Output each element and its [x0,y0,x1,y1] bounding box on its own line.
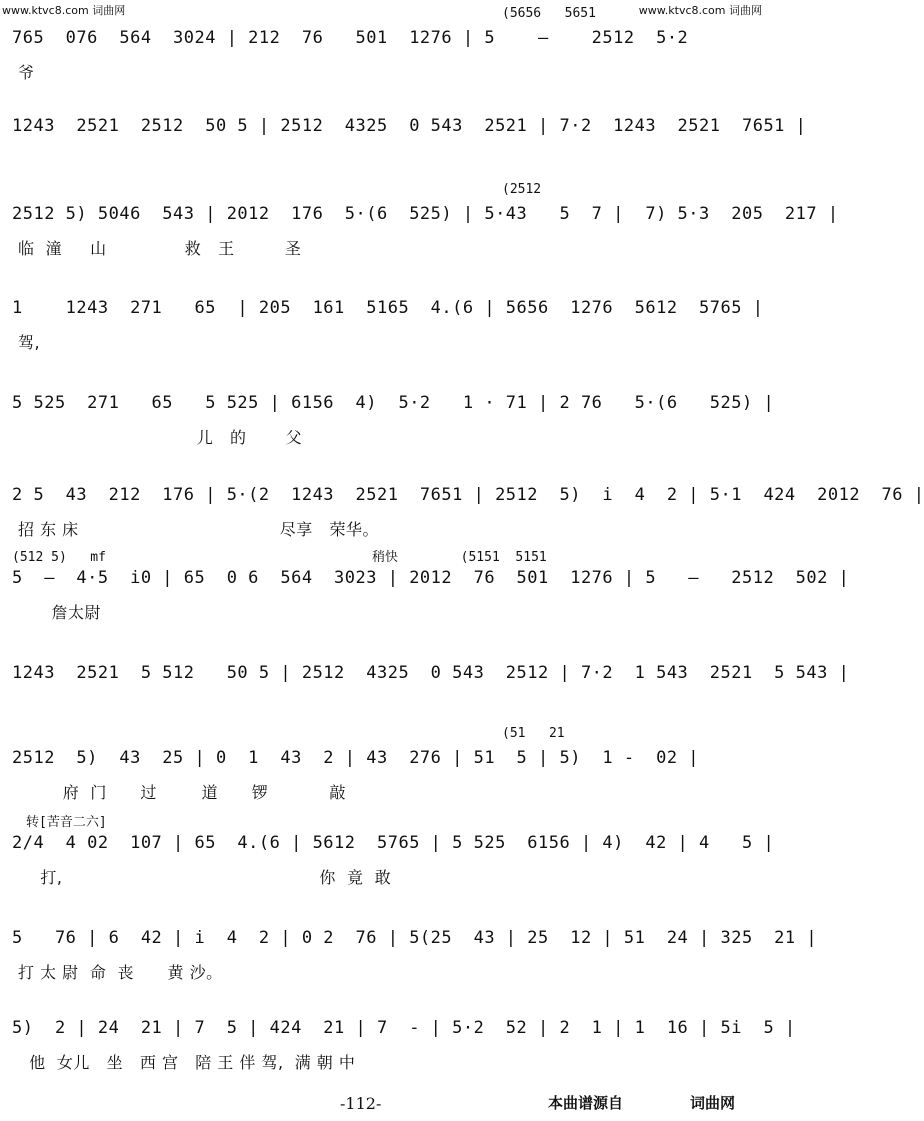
score-annotation: (51 21 [502,726,565,741]
score-system [12,385,775,465]
score-system [12,815,775,905]
notation-line: 5 — 4·5 i0 | 65 0 6 564 3023 | 2012 76 501 1276 | 5 — 2512 502 | [12,568,850,588]
notation-line: 5) 2 | 24 21 | 7 5 | 424 21 | 7 - | 5·2 52 | 2 1 | 1 16 | 5i 5 | [12,1018,796,1038]
lyrics-line: 临 潼 山 救 王 圣 [18,239,302,258]
score-system [12,108,807,188]
score-annotation: (512 5) mf 稍快 (5151 5151 [12,550,547,565]
site-label: 词曲网 [690,1094,736,1112]
notation-line: 2512 5) 43 25 | 0 1 43 2 | 43 276 | 51 5 | 5) 1 - 02 | [12,748,700,768]
notation-line: 2512 5) 5046 543 | 2012 176 5·(6 525) | 5·43 5 7 | 7) 5·3 205 217 | [12,204,839,224]
score-system [12,1010,796,1090]
notation-line: 1243 2521 2512 50 5 | 2512 4325 0 543 2521 | 7·2 1243 2521 7651 | [12,116,807,136]
lyrics-line: 打, 你 竟 敢 [18,868,392,887]
notation-line: 1 1243 271 65 | 205 161 5165 4.(6 | 5656 1276 5612 5765 | [12,298,764,318]
lyrics-line: 他 女儿 坐 西 宫 陪 王 伴 驾, 满 朝 中 [18,1053,356,1072]
score-system [12,182,839,276]
lyrics-line: 爷 [18,63,35,82]
lyrics-line: 招 东 床 尽享 荣华。 [18,520,380,539]
score-system [12,477,924,557]
notation-line: 1243 2521 5 512 50 5 | 2512 4325 0 543 2512 | 7·2 1 543 2521 5 543 | [12,663,850,683]
lyrics-line: 府 门 过 道 锣 敲 [18,783,347,802]
lyrics-line: 打 太 尉 命 丧 黄 沙。 [18,963,223,982]
header-left: www.ktvc8.com 词曲网 [2,4,126,17]
score-annotation: (2512 [502,182,542,197]
score-system [12,290,764,370]
notation-line: 2 5 43 212 176 | 5·(2 1243 2521 7651 | 2512 5) i 4 2 | 5·1 424 2012 76 | [12,485,924,505]
score-annotation: 转[苦音二六] [26,815,107,830]
notation-line: 5 76 | 6 42 | i 4 2 | 0 2 76 | 5(25 43 | 25 12 | 51 24 | 325 21 | [12,928,818,948]
notation-line: 5 525 271 65 5 525 | 6156 4) 5·2 1 · 71 | 2 76 5·(6 525) | [12,393,775,413]
score-annotation: (5656 5651 [502,6,596,21]
score-system [12,550,850,640]
page-number: -112- [340,1094,382,1113]
notation-line: 2/4 4 02 107 | 65 4.(6 | 5612 5765 | 5 525 6156 | 4) 42 | 4 5 | [12,833,775,853]
score-system [12,655,850,735]
lyrics-line: 詹太尉 [18,603,102,622]
lyrics-line: 儿 的 父 [18,428,303,447]
notation-line: 765 076 564 3024 | 212 76 501 1276 | 5 — 2512 5·2 [12,28,689,48]
score-system [12,726,754,820]
header-right: www.ktvc8.com 词曲网 [638,4,762,17]
source-label: 本曲谱源自 [548,1094,624,1112]
lyrics-line: 驾, [18,333,41,352]
score-system [12,920,818,1000]
